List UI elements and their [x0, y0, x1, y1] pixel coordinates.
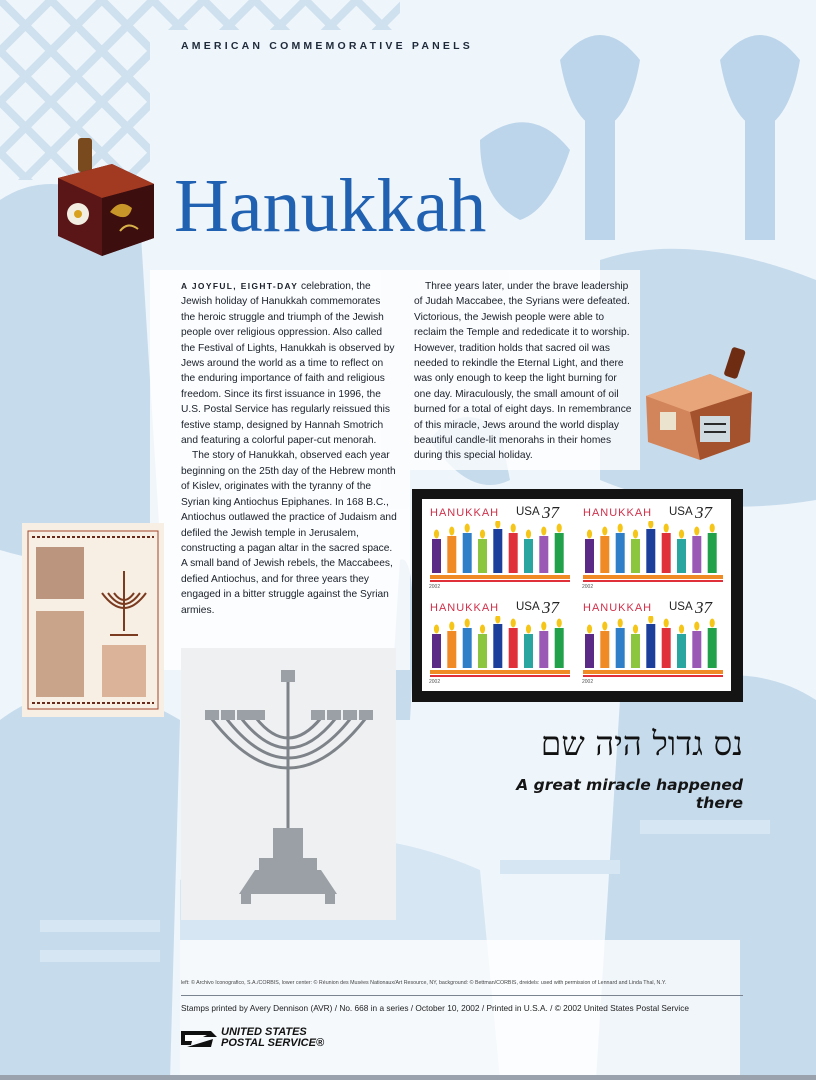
stamp — [424, 501, 576, 594]
usps-wordmark — [221, 1027, 324, 1049]
candle — [631, 634, 640, 668]
paragraph — [181, 279, 397, 448]
stamp-country: USA — [669, 601, 693, 613]
candle — [600, 631, 609, 668]
stamp-denomination: 37 — [542, 503, 559, 522]
usps-line2: POSTAL SERVICE® — [221, 1037, 325, 1049]
candle-flame — [449, 622, 454, 631]
candle — [524, 539, 533, 573]
candle — [677, 539, 686, 573]
stamp-name: HANUKKAH — [430, 507, 500, 519]
paper-cut-menorah-icon — [424, 616, 576, 680]
candle — [493, 529, 502, 573]
menorah-base-stripe — [583, 675, 723, 677]
photo-credits: left: © Archivo Iconografico, S.A./CORBIS, lower center: © Réunion des Musées Nationaux/Art Resource, NY, background: © Bettman/CORBIS, dreidels: used with permission of Lennard and Linda Thal, N.Y. — [181, 980, 667, 986]
candle-flame — [587, 530, 592, 539]
stamp-denomination: 37 — [695, 598, 712, 617]
candle-flame — [495, 616, 500, 624]
eagle-icon — [181, 1027, 217, 1049]
candle — [463, 628, 472, 668]
menorah-base-stripe — [430, 675, 570, 677]
stamp-year: 2002 — [582, 584, 594, 590]
series-title: AMERICAN COMMEMORATIVE PANELS — [181, 40, 473, 52]
candle — [478, 539, 487, 573]
candle-flame — [541, 527, 546, 536]
hebrew-phrase: נס גדול היה שם — [540, 724, 743, 763]
candle-flame — [664, 524, 669, 533]
paper-cut-menorah-icon — [424, 521, 576, 585]
stamp-year: 2002 — [429, 584, 441, 590]
usps-line1: UNITED STATES — [221, 1026, 307, 1038]
candle — [493, 624, 502, 668]
candle — [555, 533, 564, 573]
candle — [631, 539, 640, 573]
paper-cut-menorah-icon — [577, 521, 729, 585]
candle-flame — [679, 530, 684, 539]
menorah-base — [430, 575, 570, 579]
stamp-country: USA — [516, 506, 540, 518]
candle-flame — [526, 625, 531, 634]
candle-flame — [434, 625, 439, 634]
stamp-country: USA — [516, 601, 540, 613]
dreidel-painted-image — [50, 136, 160, 258]
candle — [646, 624, 655, 668]
candle-flame — [434, 530, 439, 539]
candle — [646, 529, 655, 573]
stamp — [424, 596, 576, 689]
candle — [539, 631, 548, 668]
candle-flame — [602, 527, 607, 536]
paragraph: Three years later, under the brave leadership of Judah Maccabee, the Syrians were defeated. Victorious, the Jewish people were able to reclaim the Temple and rededicate it to worship. However, tradition holds that sacred oil was needed to rekindle the Eternal Light, and there was only enough to keep the light burning for one day. Miraculously, the small amount of oil burned for a total of eight days. In remembrance of this miracle, Jews around the world display beautiful candle-lit menorahs in their homes during this special holiday. — [414, 281, 632, 462]
candle — [692, 631, 701, 668]
stamp-name: HANUKKAH — [583, 507, 653, 519]
lead-in-text: A JOYFUL, EIGHT-DAY — [181, 281, 299, 291]
candle — [677, 634, 686, 668]
paragraph-text: celebration, the Jewish holiday of Hanukkah commemorates the heroic struggle and triumph of the Jewish people over religious oppression. Also called the Festival of Lights, Hanukkah is observed by Jews around the world as a time to reflect on the enduring importance of faith and religious freedom. Since its first issuance in 1996, the U.S. Postal Service has regularly reissued this festive stamp, designed by Hannah Smotrich and featuring a colorful paper-cut menorah. — [181, 281, 395, 447]
bottom-edge — [0, 1075, 816, 1080]
paragraph: The story of Hanukkah, observed each year beginning on the 25th day of the Hebrew month of Kislev, originates with the tyranny of the Syrian king Antiochus Epiphanes. In 168 B.C., Antiochus outlawed the practice of Judaism and defiled the Jewish temple in Jerusalem, constructing a pagan altar in the sacred space. A small band of Jewish rebels, the Maccabees, defied Antiochus, and for three years they engaged in a bitter struggle against the Syrian armies. — [181, 450, 397, 616]
candle-flame — [694, 527, 699, 536]
candle — [447, 536, 456, 573]
candle-flame — [480, 530, 485, 539]
phrase-translation: A great miracle happened there — [516, 776, 743, 812]
stamp-block-frame — [412, 489, 743, 702]
stamp-denomination: 37 — [695, 503, 712, 522]
dreidel-ceramic-image — [640, 346, 758, 462]
stamp — [577, 501, 729, 594]
candle-flame — [664, 619, 669, 628]
silver-menorah-image — [181, 648, 396, 920]
candle — [616, 533, 625, 573]
candle — [478, 634, 487, 668]
candle-flame — [648, 616, 653, 624]
candle-flame — [557, 524, 562, 533]
candle-flame — [449, 527, 454, 536]
candle — [708, 628, 717, 668]
menorah-base — [583, 670, 723, 674]
page-title: Hanukkah — [174, 164, 487, 248]
divider — [181, 995, 743, 996]
candle-flame — [465, 524, 470, 533]
candle — [509, 628, 518, 668]
candle — [432, 539, 441, 573]
candle-flame — [710, 524, 715, 533]
candle — [447, 631, 456, 668]
stamp-denomination: 37 — [542, 598, 559, 617]
candle-flame — [633, 625, 638, 634]
candle — [463, 533, 472, 573]
candle — [432, 634, 441, 668]
candle-flame — [511, 619, 516, 628]
menorah-base-stripe — [583, 580, 723, 582]
candle-flame — [480, 625, 485, 634]
candle-flame — [557, 619, 562, 628]
candle — [585, 634, 594, 668]
text-column-left — [181, 279, 397, 618]
stamp-name: HANUKKAH — [583, 602, 653, 614]
candle-flame — [541, 622, 546, 631]
candle-flame — [694, 622, 699, 631]
candle — [692, 536, 701, 573]
candle — [539, 536, 548, 573]
menorah-base-stripe — [430, 580, 570, 582]
stamp-block — [422, 499, 731, 691]
candle — [708, 533, 717, 573]
candle — [585, 539, 594, 573]
candle-flame — [648, 521, 653, 529]
candle — [662, 628, 671, 668]
menorah-base — [583, 575, 723, 579]
text-column-right — [414, 279, 632, 464]
stamp-year: 2002 — [429, 679, 441, 685]
paper-cut-menorah-icon — [577, 616, 729, 680]
candle-flame — [710, 619, 715, 628]
candle — [509, 533, 518, 573]
candle-flame — [618, 524, 623, 533]
candle-flame — [633, 530, 638, 539]
candle-flame — [679, 625, 684, 634]
stamp-country: USA — [669, 506, 693, 518]
stamp — [577, 596, 729, 689]
stamp-year: 2002 — [582, 679, 594, 685]
candle — [616, 628, 625, 668]
stamp-name: HANUKKAH — [430, 602, 500, 614]
candle-flame — [465, 619, 470, 628]
candle — [600, 536, 609, 573]
print-info: Stamps printed by Avery Dennison (AVR) / No. 668 in a series / October 10, 2002 / Printed in U.S.A. / © 2002 United States Postal Service — [181, 1003, 690, 1013]
candle — [662, 533, 671, 573]
candle — [555, 628, 564, 668]
candle — [524, 634, 533, 668]
candle-flame — [511, 524, 516, 533]
candle-flame — [526, 530, 531, 539]
candle-flame — [587, 625, 592, 634]
candle-flame — [495, 521, 500, 529]
candle-flame — [618, 619, 623, 628]
usps-logo — [181, 1026, 325, 1054]
candle-flame — [602, 622, 607, 631]
manuscript-image — [22, 523, 164, 717]
menorah-base — [430, 670, 570, 674]
